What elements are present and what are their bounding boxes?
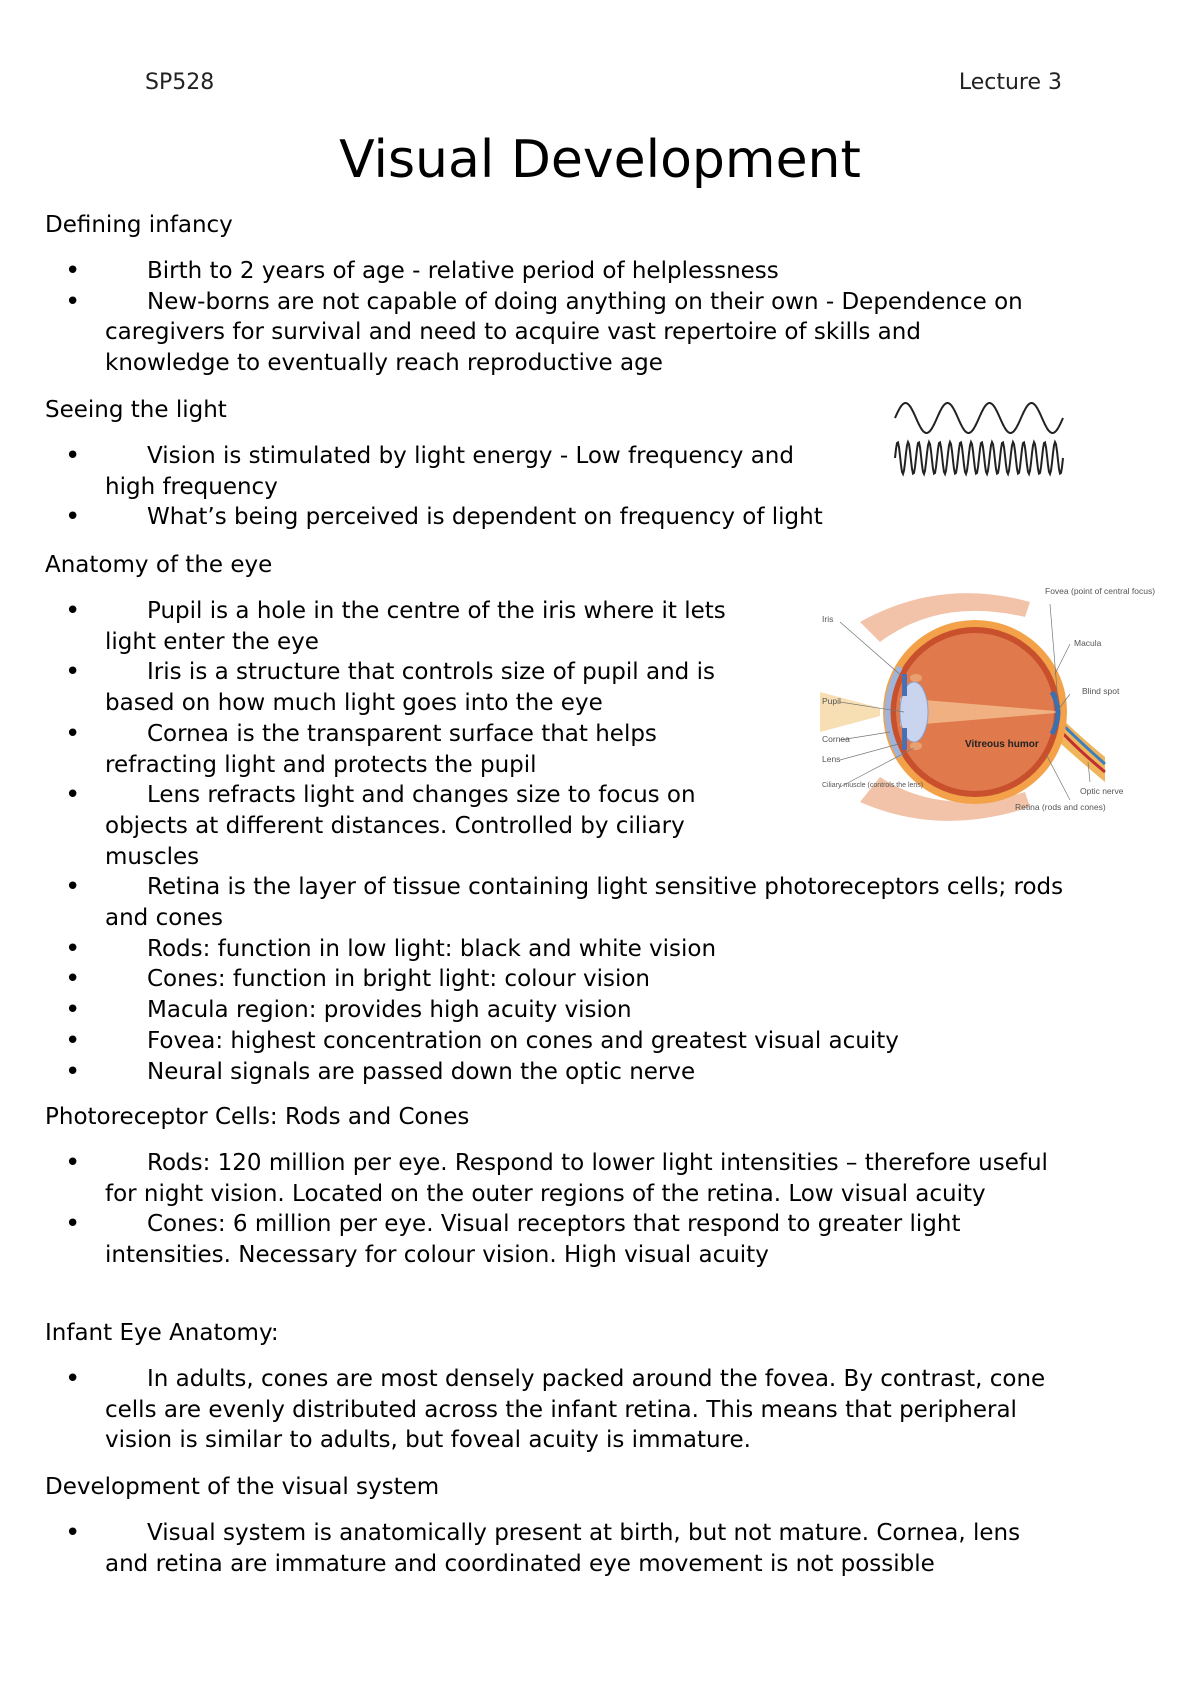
label-iris: Iris xyxy=(822,614,834,624)
bullet-item: • What’s being perceived is dependent on frequency of light xyxy=(0,502,850,533)
ciliary-muscle xyxy=(910,674,922,682)
bullet-list-seeing-the-light xyxy=(0,441,850,533)
bullet-item: • Cones: function in bright light: colour vision xyxy=(0,964,1080,995)
bullet-item: • In adults, cones are most densely packed around the fovea. By contrast, cone cells are evenly distributed across the infant retina. This means that peripheral vision is similar to adults, but foveal acuity is immature. xyxy=(0,1364,1050,1456)
bullet-item: • Macula region: provides high acuity vision xyxy=(0,995,1080,1026)
label-lens: Lens xyxy=(822,754,841,764)
course-code: SP528 xyxy=(145,70,215,95)
light-wave-figure xyxy=(895,398,1065,480)
bullet-list-photoreceptor-cells xyxy=(0,1148,1050,1271)
bullet-item: • Rods: 120 million per eye. Respond to lower light intensities – therefore useful for night vision. Located on the outer regions of the retina. Low visual acuity xyxy=(0,1148,1050,1209)
section-heading-anatomy-of-the-eye: Anatomy of the eye xyxy=(45,552,273,578)
bullet-item: • Fovea: highest concentration on cones and greatest visual acuity xyxy=(0,1026,1080,1057)
section-heading-infant-eye-anatomy: Infant Eye Anatomy: xyxy=(45,1320,279,1346)
label-cornea: Cornea xyxy=(822,734,850,744)
label-fovea: Fovea (point of central focus) xyxy=(1045,586,1156,596)
low-frequency-wave xyxy=(895,403,1063,433)
bullet-item: • Lens refracts light and changes size to focus on objects at different distances. Controlled by ciliary muscles xyxy=(0,780,745,872)
eye-anatomy-diagram xyxy=(820,582,1156,822)
section-heading-defining-infancy: Defining infancy xyxy=(45,212,233,238)
bullet-item: • Birth to 2 years of age - relative period of helplessness xyxy=(0,256,1040,287)
bullet-item: • Vision is stimulated by light energy - Low frequency and high frequency xyxy=(0,441,850,502)
bullet-item: • Rods: function in low light: black and white vision xyxy=(0,934,1080,965)
bullet-item: • New-borns are not capable of doing anything on their own - Dependence on caregivers for survival and need to acquire vast repertoire of skills and knowledge to eventually reach reproductive age xyxy=(0,287,1040,379)
bullet-item: • Pupil is a hole in the centre of the iris where it lets light enter the eye xyxy=(0,596,765,657)
label-ciliary-muscle: Ciliary muscle (controls the lens) xyxy=(822,782,924,789)
lecture-number: Lecture 3 xyxy=(958,70,1062,95)
bullet-list-infant-eye-anatomy xyxy=(0,1364,1050,1456)
section-heading-development-of-visual-system: Development of the visual system xyxy=(45,1474,440,1500)
bullet-item: • Neural signals are passed down the optic nerve xyxy=(0,1057,1080,1088)
label-macula: Macula xyxy=(1074,638,1102,648)
label-pupil: Pupil xyxy=(822,696,841,706)
bullet-item: • Cones: 6 million per eye. Visual receptors that respond to greater light intensities. Necessary for colour vision. High visual acuity xyxy=(0,1209,1050,1270)
label-optic-nerve: Optic nerve xyxy=(1080,786,1124,796)
bullet-item: • Iris is a structure that controls size of pupil and is based on how much light goes into the eye xyxy=(0,657,765,718)
section-heading-seeing-the-light: Seeing the light xyxy=(45,397,227,423)
section-heading-photoreceptor-cells: Photoreceptor Cells: Rods and Cones xyxy=(45,1104,470,1130)
page-title: Visual Development xyxy=(339,130,861,190)
label-blind-spot: Blind spot xyxy=(1082,686,1120,696)
high-frequency-wave xyxy=(895,442,1063,474)
label-vitreous-humor: Vitreous humor xyxy=(965,739,1039,750)
bullet-item: • Visual system is anatomically present at birth, but not mature. Cornea, lens and retina are immature and coordinated eye movement is not possible xyxy=(0,1518,1060,1579)
bullet-list-development-of-visual-system xyxy=(0,1518,1060,1579)
bullet-item: • Cornea is the transparent surface that helps refracting light and protects the pupil xyxy=(0,719,715,780)
bullet-item: • Retina is the layer of tissue containing light sensitive photoreceptors cells; rods and cones xyxy=(0,872,1080,933)
bullet-list-defining-infancy xyxy=(0,256,1040,379)
label-retina: Retina (rods and cones) xyxy=(1015,802,1106,812)
